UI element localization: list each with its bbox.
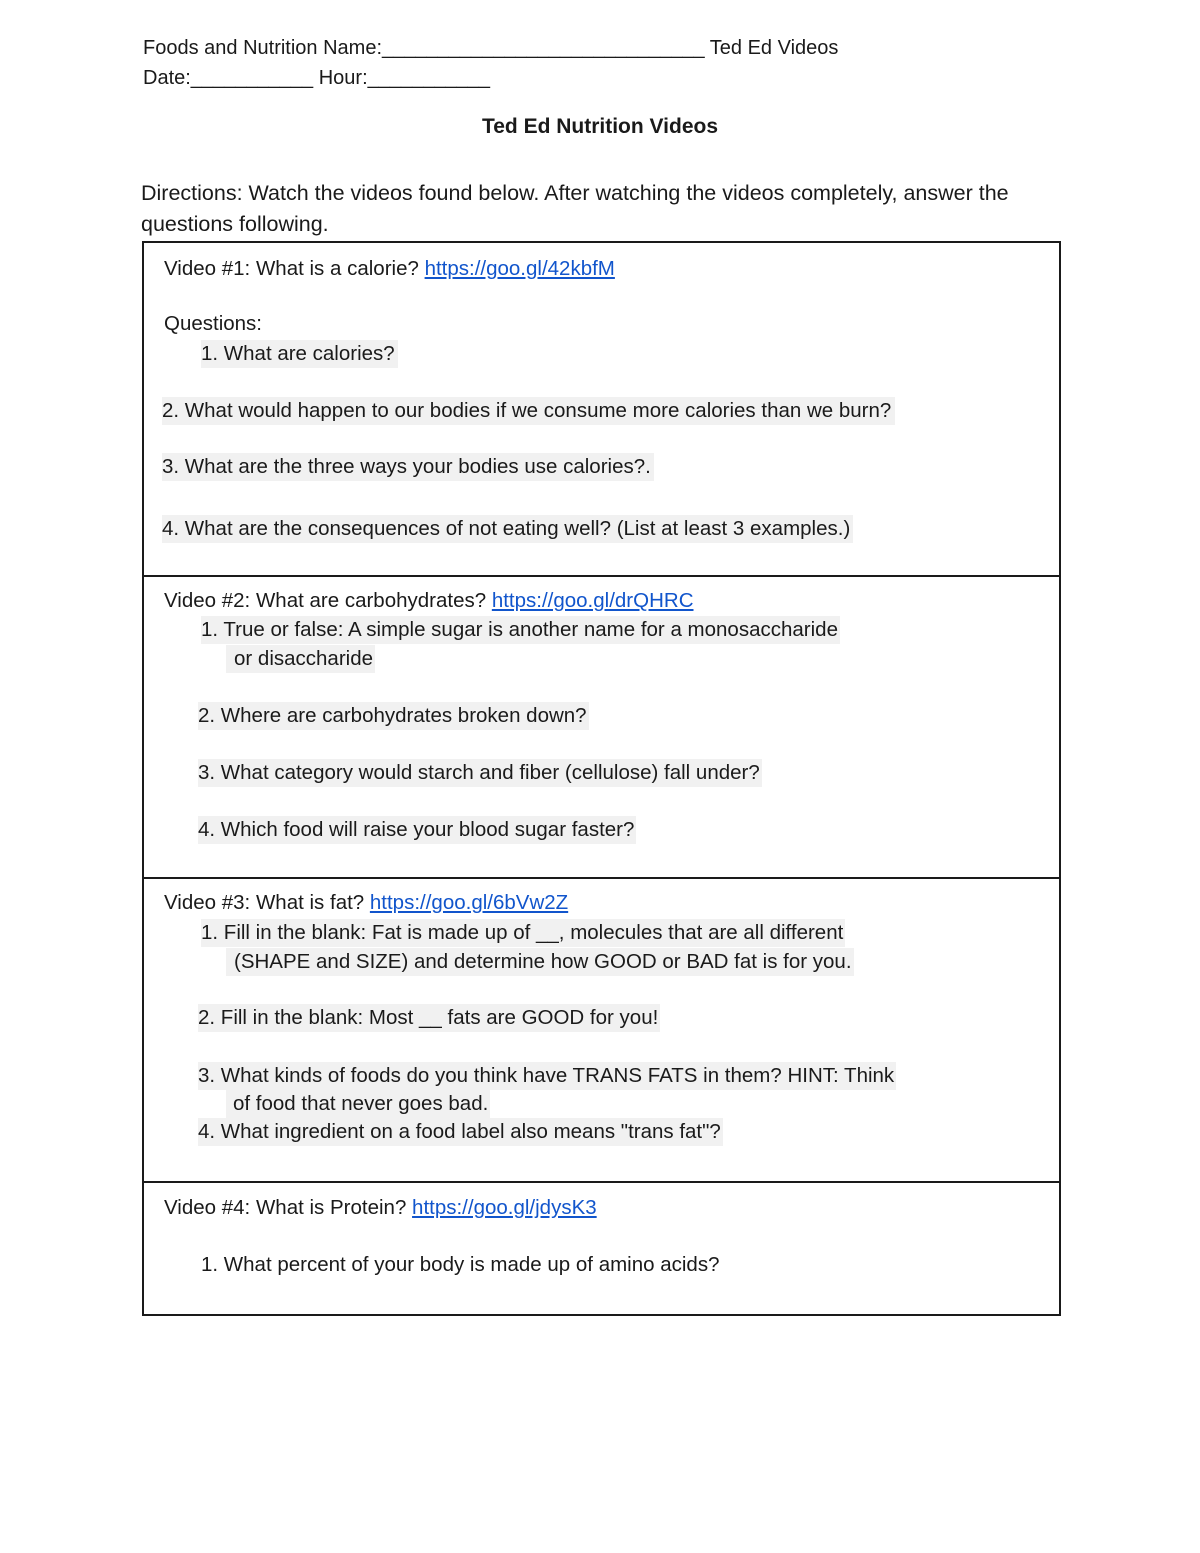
questions-heading: Questions: bbox=[164, 312, 262, 335]
video-3-question-1: 1. Fill in the blank: Fat is made up of __, molecules that are all different bbox=[201, 919, 845, 947]
video-2-question-1-continued: or disaccharide bbox=[226, 645, 375, 673]
video-3-question-4: 4. What ingredient on a food label also means "trans fat"? bbox=[198, 1118, 723, 1146]
video-2-question-2: 2. Where are carbohydrates broken down? bbox=[198, 702, 589, 730]
video-3-question-3: 3. What kinds of foods do you think have TRANS FATS in them? HINT: Think bbox=[198, 1062, 896, 1090]
video-1-question-1: 1. What are calories? bbox=[201, 340, 398, 368]
video-2-question-1: 1. True or false: A simple sugar is another name for a monosaccharide bbox=[201, 616, 840, 644]
header-name-line: Foods and Nutrition Name:_____________________________ Ted Ed Videos bbox=[143, 37, 839, 59]
video-2-title bbox=[164, 587, 694, 615]
page-title: Ted Ed Nutrition Videos bbox=[481, 115, 719, 138]
video-1-section bbox=[144, 243, 1059, 575]
video-4-question-1: 1. What percent of your body is made up of amino acids? bbox=[201, 1253, 720, 1276]
video-2-question-4: 4. Which food will raise your blood sugar faster? bbox=[198, 816, 636, 844]
video-4-title bbox=[164, 1194, 597, 1222]
video-3-link[interactable]: https://goo.gl/6bVw2Z bbox=[369, 891, 569, 914]
video-3-label: Video #3: What is fat? bbox=[164, 891, 370, 914]
video-3-section bbox=[144, 877, 1059, 1181]
video-1-label: Video #1: What is a calorie? bbox=[164, 257, 425, 280]
video-1-link[interactable]: https://goo.gl/42kbfM bbox=[424, 257, 615, 280]
video-4-label: Video #4: What is Protein? bbox=[164, 1196, 413, 1219]
directions-text: Directions: Watch the videos found below. After watching the videos completely, answer the questions following. bbox=[141, 181, 1009, 236]
header-date-hour-line: Date:___________ Hour:___________ bbox=[143, 67, 490, 89]
video-3-question-2: 2. Fill in the blank: Most __ fats are GOOD for you! bbox=[198, 1004, 660, 1032]
video-2-section bbox=[144, 575, 1059, 877]
video-1-title bbox=[164, 255, 615, 283]
video-1-question-3: 3. What are the three ways your bodies use calories?. bbox=[162, 453, 654, 481]
video-2-link[interactable]: https://goo.gl/drQHRC bbox=[491, 589, 694, 612]
video-3-question-3-continued: of food that never goes bad. bbox=[226, 1090, 490, 1118]
worksheet-table bbox=[142, 241, 1061, 1316]
video-1-question-4: 4. What are the consequences of not eating well? (List at least 3 examples.) bbox=[162, 515, 853, 543]
video-3-question-1-continued: (SHAPE and SIZE) and determine how GOOD or BAD fat is for you. bbox=[226, 948, 854, 976]
video-2-label: Video #2: What are carbohydrates? bbox=[164, 589, 492, 612]
video-1-question-2: 2. What would happen to our bodies if we consume more calories than we burn? bbox=[162, 397, 895, 425]
video-3-title bbox=[164, 889, 568, 917]
video-2-question-3: 3. What category would starch and fiber (cellulose) fall under? bbox=[198, 759, 762, 787]
video-4-section bbox=[144, 1181, 1059, 1314]
video-4-link[interactable]: https://goo.gl/jdysK3 bbox=[412, 1196, 597, 1219]
